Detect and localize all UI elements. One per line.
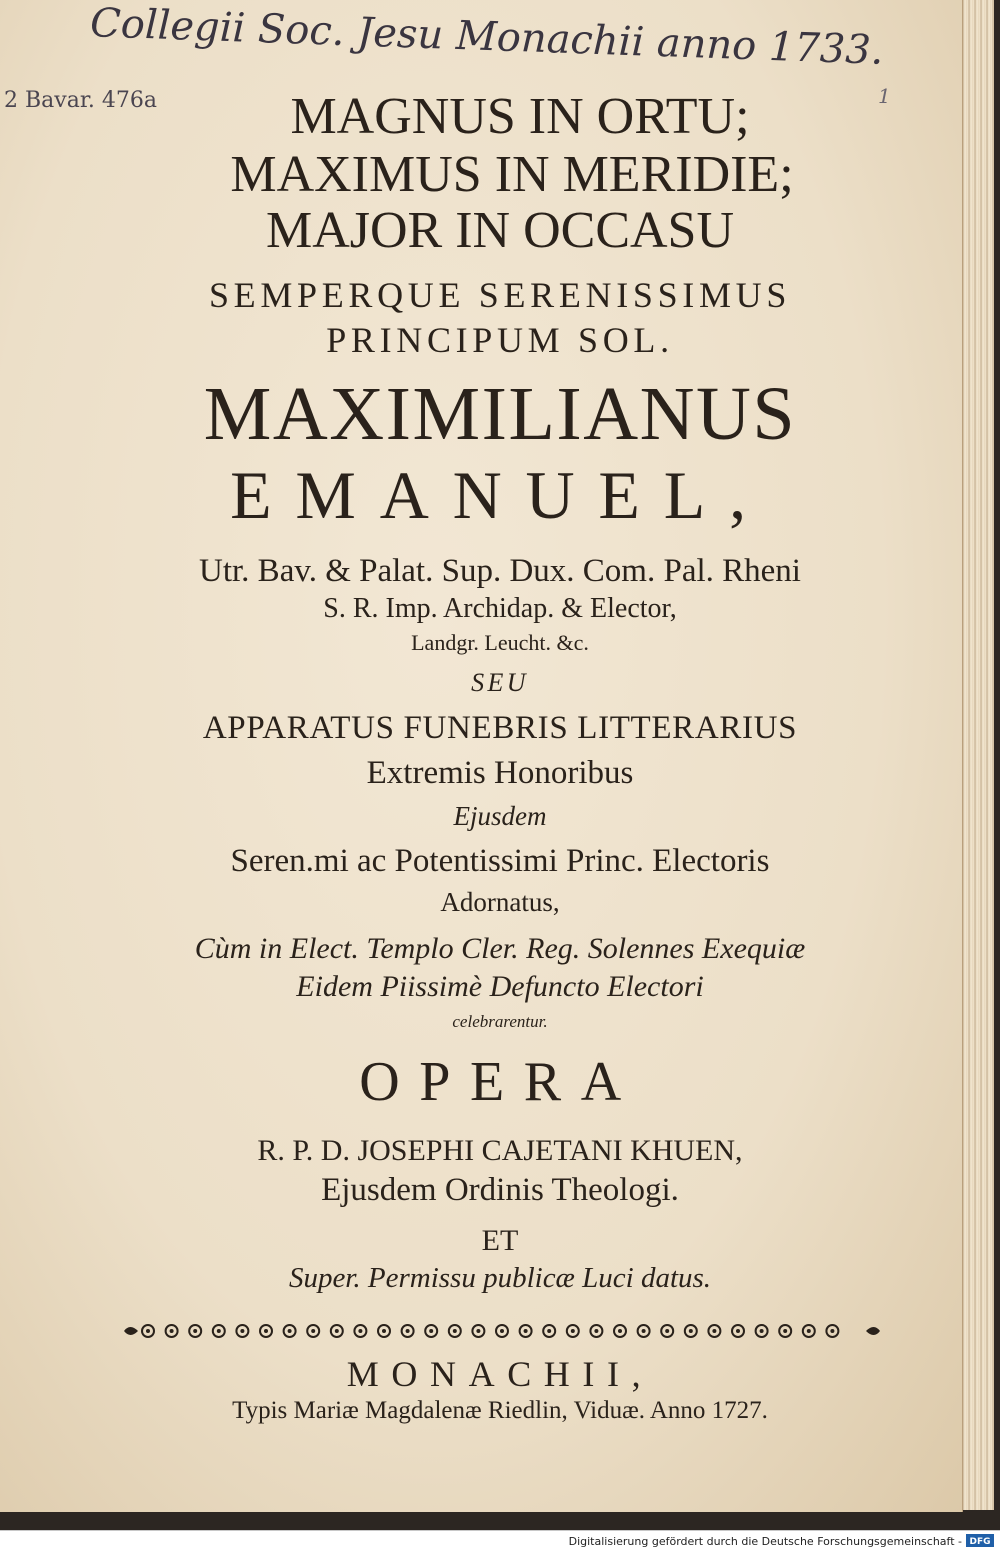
imprint-line: Typis Mariæ Magdalenæ Riedlin, Viduæ. Anno 1727. (232, 1397, 768, 1424)
apparatus-line: APPARATUS FUNEBRIS LITTERARIUS (202, 710, 798, 746)
author-line: R. P. D. JOSEPHI CAJETANI KHUEN, (257, 1134, 743, 1167)
shelfmark: 2 Bavar. 476a (4, 88, 158, 113)
cum-line-1: Cùm in Elect. Templo Cler. Reg. Solennes Exequiæ (194, 932, 806, 965)
title-line-3: MAJOR IN OCCASU (265, 202, 735, 259)
svg-text:DFG: DFG (969, 1537, 991, 1547)
opera-line: OPERA (359, 1051, 641, 1113)
subject-titles-2: S. R. Imp. Archidap. & Elector, (323, 593, 677, 624)
title-line-5: PRINCIPUM SOL. (326, 320, 674, 360)
digitization-footer (0, 1530, 1000, 1551)
title-line-2: MAXIMUS IN MERIDIE; (230, 146, 794, 203)
ornament-divider (122, 1320, 882, 1342)
handwritten-ownership-note: Collegii Soc. Jesu Monachii anno 1733. (89, 0, 885, 74)
adornatus-line: Adornatus, (440, 887, 560, 917)
extremis-line: Extremis Honoribus (366, 755, 634, 791)
seu-connector: SEU (471, 668, 529, 697)
subject-titles-1: Utr. Bav. & Palat. Sup. Dux. Com. Pal. Rheni (199, 553, 801, 589)
celebrarentur-line: celebrarentur. (452, 1012, 548, 1031)
ejusdem-line: Ejusdem (453, 801, 547, 831)
dfg-credit: Digitalisierung gefördert durch die Deutsche Forschungsgemeinschaft - (568, 1535, 962, 1548)
super-line: Super. Permissu publicæ Luci datus. (288, 1262, 712, 1294)
et-line: ET (481, 1224, 519, 1257)
seren-line: Seren.mi ac Potentissimi Princ. Electoris (230, 843, 770, 879)
dfg-logo-icon (966, 1534, 994, 1547)
cum-line-2: Eidem Piissimè Defuncto Electori (296, 970, 704, 1003)
page-number: 1 (878, 84, 891, 108)
title-line-1: MAGNUS IN ORTU; (290, 88, 750, 145)
subject-name-1: MAXIMILIANUS (203, 372, 797, 456)
ordinis-line: Ejusdem Ordinis Theologi. (321, 1172, 679, 1208)
title-line-4: SEMPERQUE SERENISSIMUS (208, 275, 792, 315)
place-of-publication: MONACHII, (346, 1354, 654, 1394)
subject-titles-3: Landgr. Leucht. &c. (411, 630, 589, 655)
subject-name-2: EMANUEL, (230, 457, 770, 533)
